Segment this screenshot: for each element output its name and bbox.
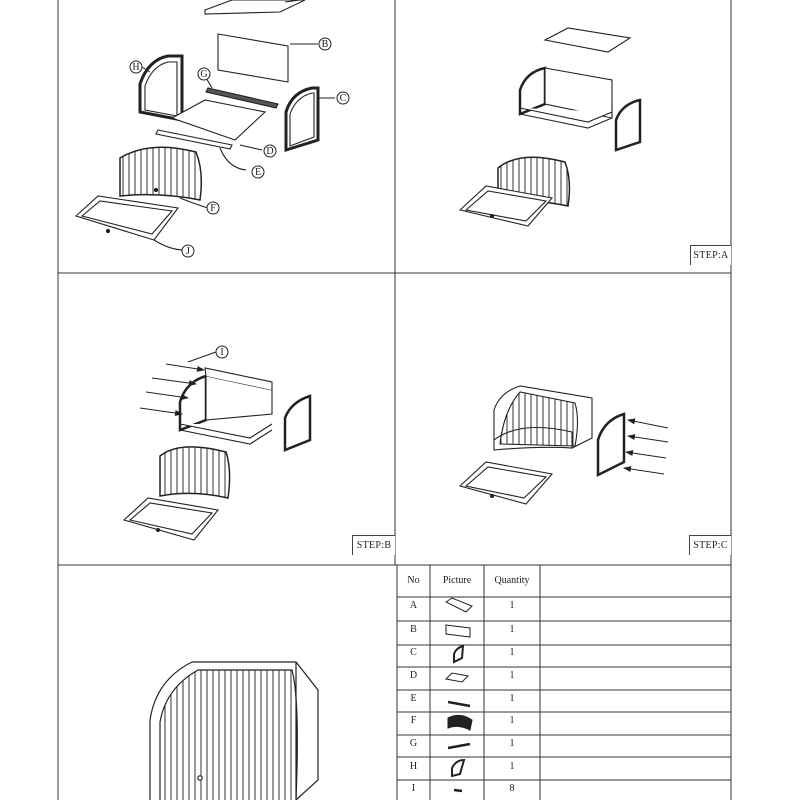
- finished-bread-box: [150, 662, 318, 800]
- row-qty: 1: [509, 624, 515, 635]
- step-c-arrows: [624, 420, 668, 474]
- callout-i: I: [220, 347, 224, 358]
- row-no: B: [410, 624, 417, 635]
- tambour-door-icon: [448, 715, 472, 730]
- table-header-quantity: Quantity: [494, 575, 530, 586]
- table-header-no: No: [407, 575, 420, 586]
- side-panel-icon: [454, 646, 463, 662]
- step-a-label: STEP:A: [690, 245, 731, 265]
- row-no: I: [411, 783, 416, 794]
- step-c-label: STEP:C: [689, 535, 731, 555]
- step-b-drawing: [124, 368, 310, 540]
- callout-f: F: [210, 203, 216, 214]
- row-qty: 1: [509, 670, 515, 681]
- row-no: D: [409, 670, 418, 681]
- row-no: H: [409, 761, 418, 772]
- exploded-view: [76, 0, 335, 250]
- track-icon: [448, 744, 470, 748]
- step-c-drawing: [460, 386, 624, 504]
- step-a-drawing: [460, 28, 640, 226]
- row-qty: 1: [509, 600, 515, 611]
- row-no: E: [410, 693, 417, 704]
- row-qty: 1: [509, 738, 515, 749]
- part-d-bottom-panel: [172, 100, 265, 140]
- row-no: F: [410, 715, 417, 726]
- step-b-label: STEP:B: [352, 535, 395, 555]
- dowel-icon: [454, 790, 462, 791]
- callout-b: B: [321, 39, 329, 50]
- callout-j: J: [186, 246, 190, 257]
- callout-d: D: [266, 146, 274, 157]
- table-pictures: [446, 598, 472, 791]
- callout-g: G: [200, 69, 208, 80]
- table-header-picture: Picture: [442, 575, 472, 586]
- callout-h: H: [132, 62, 140, 73]
- row-no: C: [410, 647, 417, 658]
- part-f-tambour-door: [120, 147, 201, 200]
- row-qty: 8: [509, 783, 515, 794]
- row-qty: 1: [509, 715, 515, 726]
- callout-c: C: [339, 93, 347, 104]
- row-qty: 1: [509, 761, 515, 772]
- parts-table-grid: [397, 565, 731, 800]
- flat-panel-icon: [446, 598, 472, 612]
- bottom-panel-icon: [446, 673, 468, 682]
- side-panel-icon-h: [452, 760, 464, 776]
- back-panel-icon: [446, 625, 470, 637]
- part-a-top-panel: [205, 0, 305, 14]
- row-no: G: [409, 738, 418, 749]
- row-qty: 1: [509, 693, 515, 704]
- callout-e: E: [254, 167, 262, 178]
- row-qty: 1: [509, 647, 515, 658]
- part-b-back-panel: [218, 34, 288, 82]
- row-no: A: [409, 600, 418, 611]
- rod-icon: [448, 702, 470, 706]
